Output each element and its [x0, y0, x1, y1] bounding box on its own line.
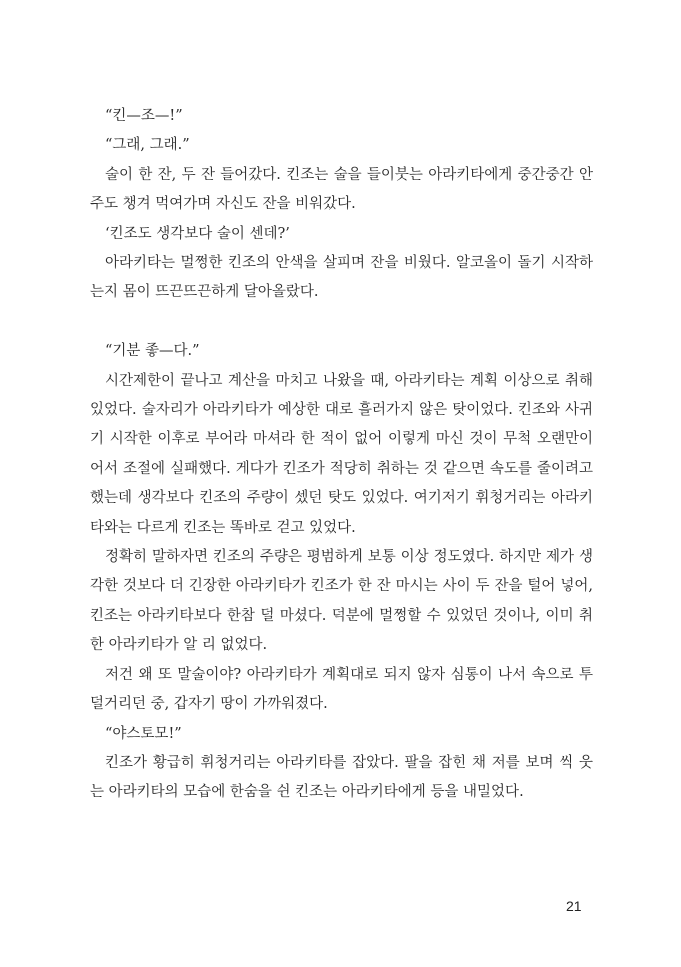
- paragraph: 아라키타는 멀쩡한 킨조의 안색을 살피며 잔을 비웠다. 알코올이 돌기 시작하는지 몸이 뜨끈뜨끈하게 달아올랐다.: [90, 255, 593, 301]
- paragraph: 시간제한이 끝나고 계산을 마치고 나왔을 때, 아라키타는 계획 이상으로 취해 있었다. 술자리가 아라키타가 예상한 대로 흘러가지 않은 탓이었다. 킨조와 사귀기 시작한 이후로 부어라 마셔라 한 적이 없어 이렇게 마신 것이 무척 오랜만이어서 조절에 실패했다. 게다가 킨조가 적당히 취하는 것 같으면 속도를 줄이려고 했는데 생각보다 킨조의 주량이 셌던 탓도 있었다. 여기저기 휘청거리는 아라키타와는 다르게 킨조는 똑바로 걷고 있었다.: [90, 372, 593, 536]
- paragraph: 술이 한 잔, 두 잔 들어갔다. 킨조는 술을 들이붓는 아라키타에게 중간중간 안주도 챙겨 먹여가며 자신도 잔을 비워갔다.: [90, 166, 593, 213]
- blank-line: [90, 308, 593, 337]
- paragraph: ‘킨조도 생각보다 술이 센데?’: [105, 225, 290, 242]
- paragraph: 킨조가 황급히 휘청거리는 아라키타를 잡았다. 팔을 잡힌 채 저를 보며 씩 웃는 아라키타의 모습에 한숨을 쉰 킨조는 아라키타에게 등을 내밀었다.: [90, 754, 593, 801]
- page-number: 21: [566, 898, 582, 914]
- paragraph: “킨—조—!”: [105, 108, 183, 124]
- paragraph: “기분 좋—다.”: [105, 343, 200, 360]
- paragraph: 저건 왜 또 말술이야? 아라키타가 계획대로 되지 않자 심통이 나서 속으로 투덜거리던 중, 갑자기 땅이 가까워졌다.: [90, 666, 593, 713]
- paragraph: 정확히 말하자면 킨조의 주량은 평범하게 보통 이상 정도였다. 하지만 제가 생각한 것보다 더 긴장한 아라키타가 킨조가 한 잔 마시는 사이 두 잔을 털어 넣어, 킨조는 아라키타보다 한참 덜 마셨다. 덕분에 멀쩡할 수 있었던 것이나, 이미 취한 아라키타가 알 리 없었다.: [90, 549, 593, 654]
- paragraph: “그래, 그래.”: [105, 137, 190, 154]
- paragraph: “야스토모!”: [105, 725, 182, 742]
- body-text: [90, 102, 593, 808]
